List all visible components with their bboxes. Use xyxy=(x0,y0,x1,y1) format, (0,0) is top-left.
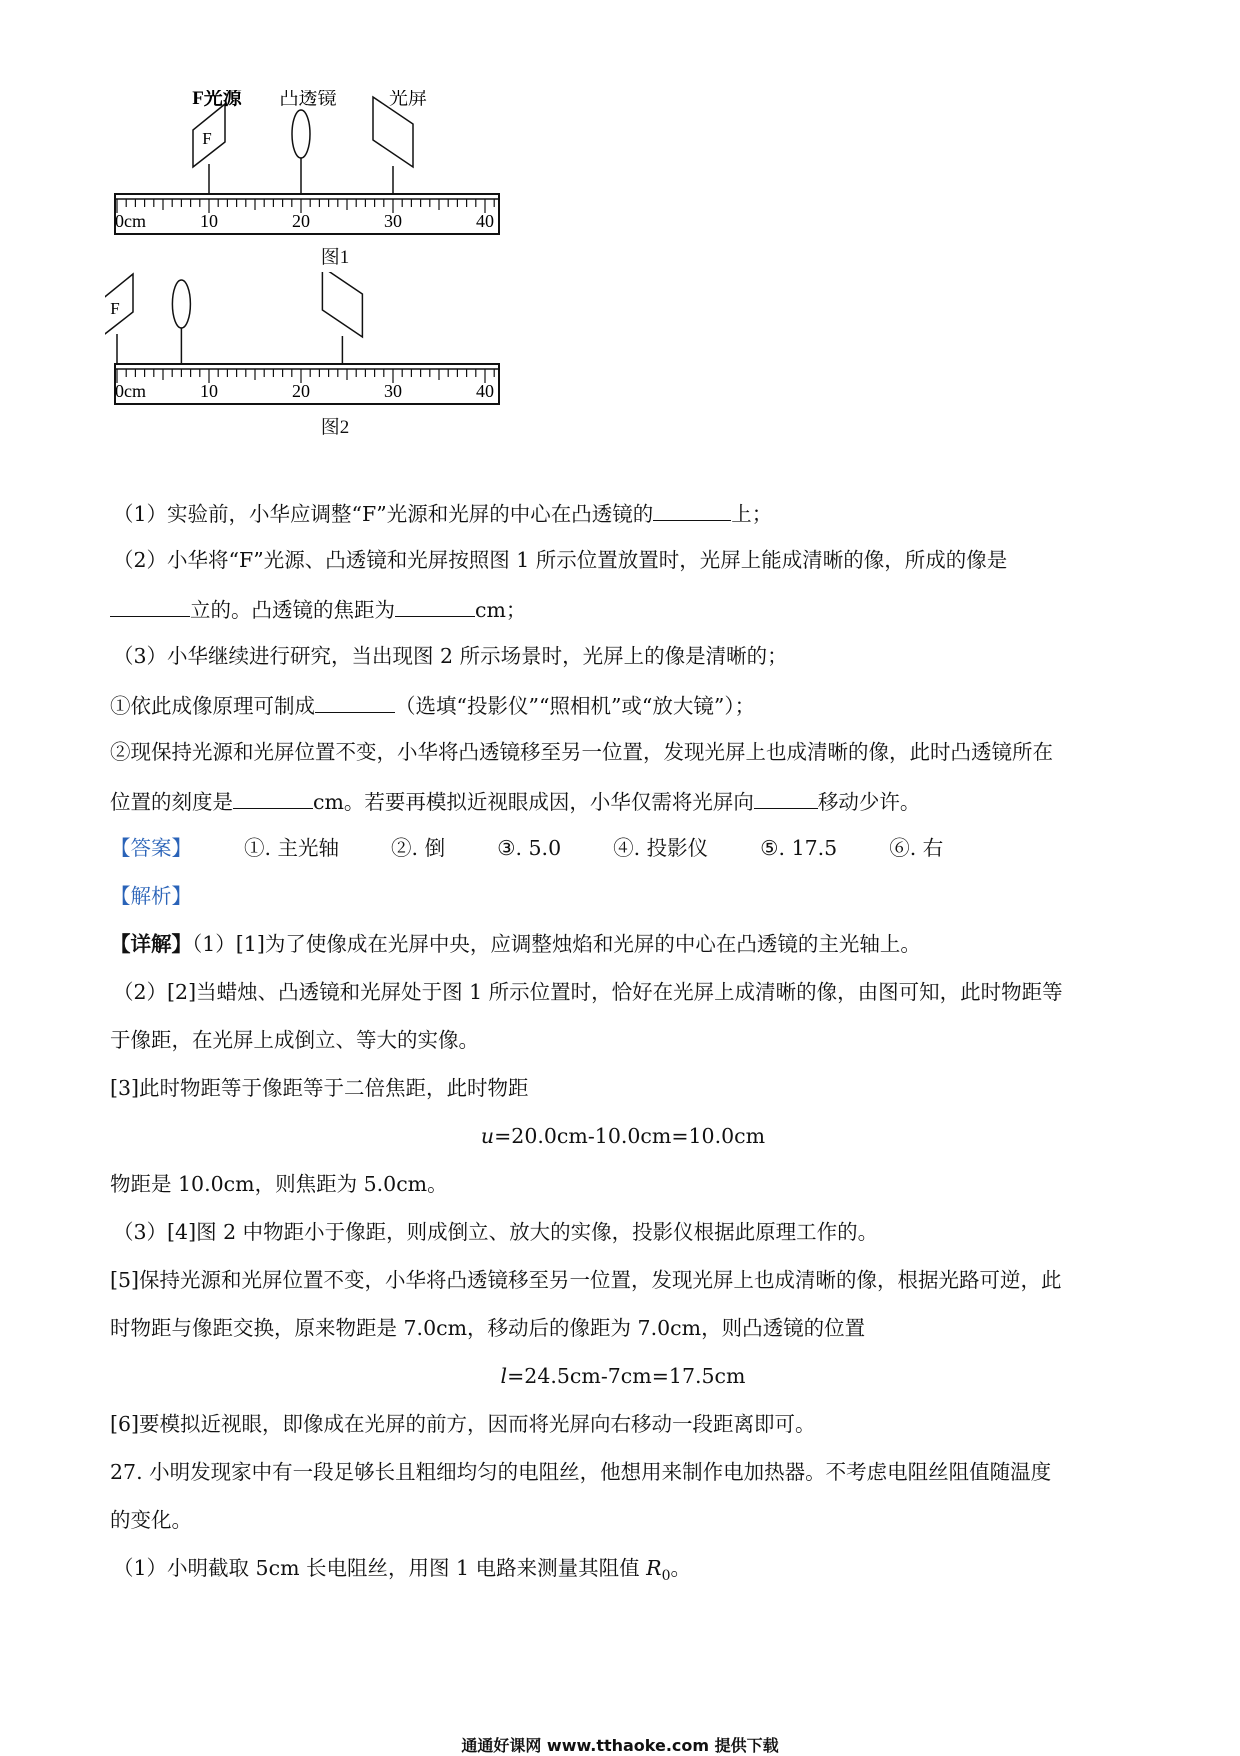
q3-line: （3）小华继续进行研究，当出现图 2 所示场景时，光屏上的像是清晰的； xyxy=(113,644,788,668)
figure-1-diagram xyxy=(105,90,565,260)
answer-line xyxy=(110,838,943,859)
ruler-label: 20 xyxy=(292,211,310,231)
figure-2-caption: 图2 xyxy=(320,417,350,438)
formula-1: u=20.0cm-10.0cm=10.0cm xyxy=(480,1124,766,1148)
detail-5: 物距是 10.0cm，则焦距为 5.0cm。 xyxy=(110,1172,448,1196)
detail-1: 【详解】（1）[1]为了使像成在光屏中央，应调整烛焰和光屏的中心在凸透镜的主光轴上。 xyxy=(110,932,921,956)
figure-2-diagram xyxy=(105,272,565,432)
f-source-letter: F xyxy=(202,129,212,148)
blank-5 xyxy=(233,790,313,809)
ruler-label: 30 xyxy=(384,211,402,231)
detail-6: （3）[4]图 2 中物距小于像距，则成倒立、放大的实像，投影仪根据此原理工作的。 xyxy=(113,1220,879,1244)
question-27-line-2: 的变化。 xyxy=(110,1508,192,1532)
answer-3: ③. 5.0 xyxy=(497,836,562,860)
answer-4: ④. 投影仪 xyxy=(613,836,709,860)
question-27-line-1: 27. 小明发现家中有一段足够长且粗细均匀的电阻丝，他想用来制作电加热器。不考虑电阻丝阻值随温度 xyxy=(110,1460,1052,1484)
detail-tag: 【详解】 xyxy=(110,932,192,956)
label-screen: 光屏 xyxy=(388,90,428,109)
ruler-label: 0cm xyxy=(115,381,146,401)
figure-1 xyxy=(105,90,565,268)
answer-1: ①. 主光轴 xyxy=(244,836,340,860)
convex-lens xyxy=(292,110,310,158)
ruler-label: 0cm xyxy=(115,211,146,231)
convex-lens xyxy=(172,280,190,328)
ruler-label: 10 xyxy=(200,381,218,401)
blank-2 xyxy=(110,598,190,617)
q1-line: （1）实验前，小华应调整“F”光源和光屏的中心在凸透镜的 上； xyxy=(113,502,773,526)
q2-line: （2）小华将“F”光源、凸透镜和光屏按照图 1 所示位置放置时，光屏上能成清晰的像，所成的像是 xyxy=(113,548,1008,572)
ruler-label: 30 xyxy=(384,381,402,401)
formula-2: l=24.5cm-7cm=17.5cm xyxy=(500,1364,746,1388)
ruler-label: 40 xyxy=(476,211,494,231)
detail-2: （2）[2]当蜡烛、凸透镜和光屏处于图 1 所示位置时，恰好在光屏上成清晰的像，由图可知，此时物距等 xyxy=(113,980,1063,1004)
ruler-label: 10 xyxy=(200,211,218,231)
detail-9: [6]要模拟近视眼，即像成在光屏的前方，因而将光屏向右移动一段距离即可。 xyxy=(110,1412,816,1436)
detail-3: 于像距，在光屏上成倒立、等大的实像。 xyxy=(110,1028,479,1052)
answer-tag: 【答案】 xyxy=(110,836,192,860)
answer-2: ②. 倒 xyxy=(391,836,446,860)
q2-line-2: 立的。凸透镜的焦距为 cm； xyxy=(110,598,526,621)
light-screen xyxy=(322,272,362,337)
q3-2-line-2: 位置的刻度是 cm。若要再模拟近视眼成因，小华仅需将光屏向 移动少许。 xyxy=(110,790,921,814)
detail-7: [5]保持光源和光屏位置不变，小华将凸透镜移至另一位置，发现光屏上也成清晰的像，根据光路可逆，此 xyxy=(110,1268,1062,1292)
q3-2-line: ②现保持光源和光屏位置不变，小华将凸透镜移至另一位置，发现光屏上也成清晰的像，此时凸透镜所在 xyxy=(110,740,1053,764)
page-footer: 通通好课网 www.tthaoke.com 提供下载 xyxy=(461,1736,779,1755)
f-source-letter: F xyxy=(110,299,120,318)
blank-6 xyxy=(754,790,818,809)
answer-5: ⑤. 17.5 xyxy=(760,836,838,860)
ruler-label: 20 xyxy=(292,381,310,401)
q3-1-line: ①依此成像原理可制成 （选填“投影仪”“照相机”或“放大镜”）； xyxy=(110,694,756,718)
answer-6: ⑥. 右 xyxy=(889,836,944,860)
detail-4: [3]此时物距等于像距等于二倍焦距，此时物距 xyxy=(110,1076,529,1100)
analysis-tag: 【解析】 xyxy=(110,884,192,908)
label-lens: 凸透镜 xyxy=(279,90,337,109)
figure-2 xyxy=(105,272,565,436)
figure-1-caption: 图1 xyxy=(320,247,350,268)
blank-1 xyxy=(653,502,731,521)
question-27-line-3: （1）小明截取 5cm 长电阻丝，用图 1 电路来测量其阻值 $R_0$。 xyxy=(113,1556,691,1585)
blank-3 xyxy=(395,598,475,617)
label-f-source: F光源 xyxy=(192,90,242,109)
ruler-label: 40 xyxy=(476,381,494,401)
blank-4 xyxy=(315,694,395,713)
detail-8: 时物距与像距交换，原来物距是 7.0cm，移动后的像距为 7.0cm，则凸透镜的位置 xyxy=(110,1316,866,1340)
